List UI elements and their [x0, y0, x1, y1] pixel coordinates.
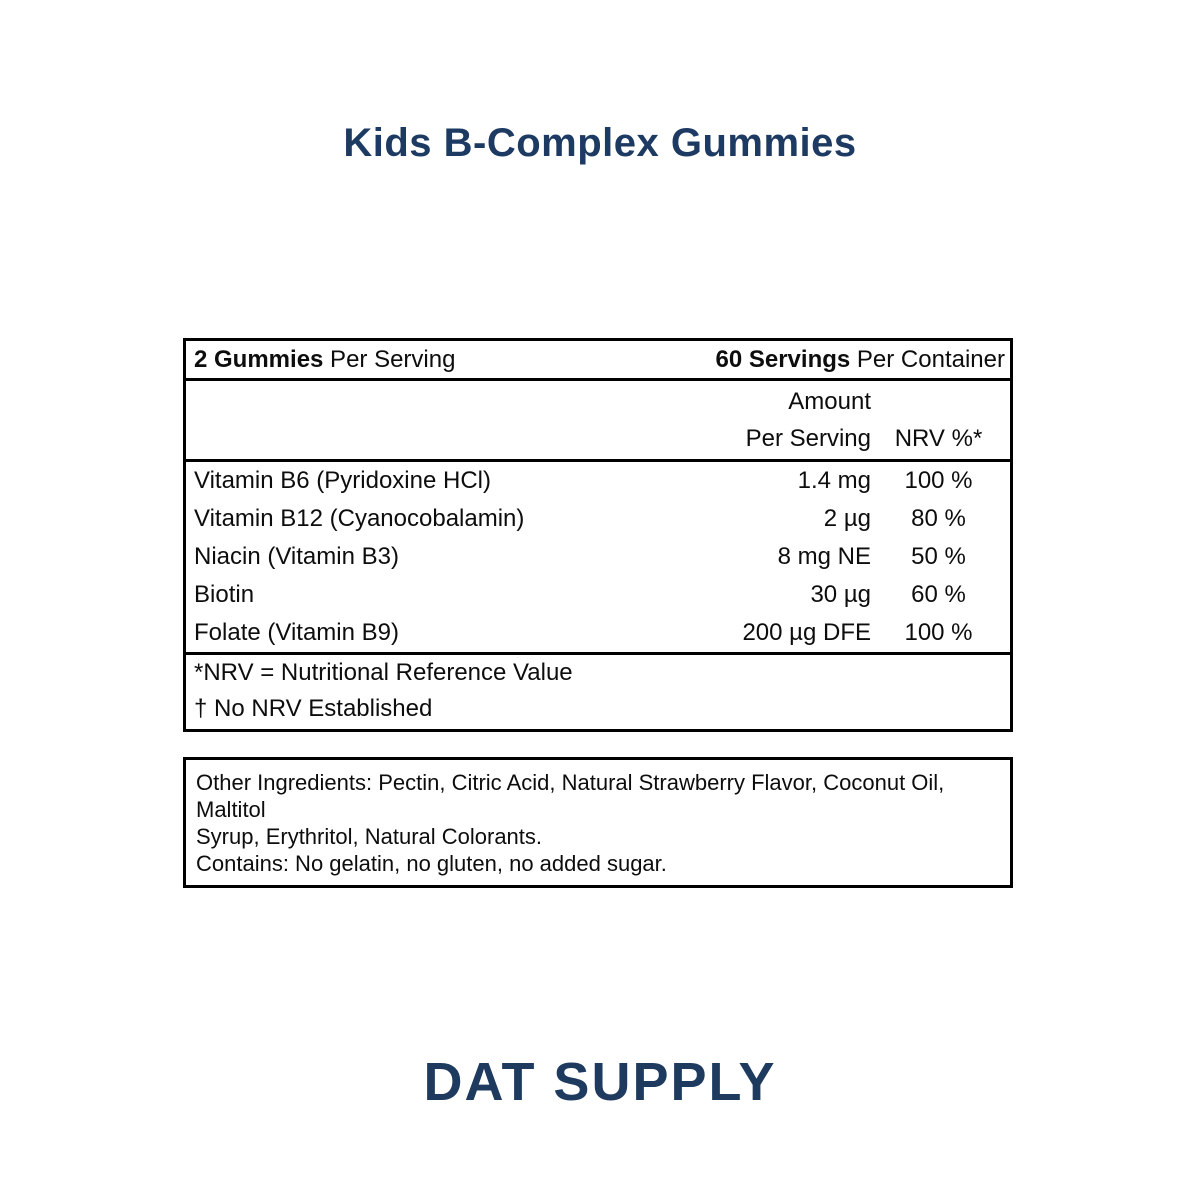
- nutrient-nrv: 60 %: [911, 581, 966, 608]
- nutrient-amount: 8 mg NE: [777, 543, 871, 570]
- servings-count: 60 Servings: [715, 345, 851, 373]
- brand-logo: DAT SUPPLY: [423, 1052, 777, 1112]
- nutrient-amount: 200 µg DFE: [742, 619, 871, 646]
- nutrient-name: Folate (Vitamin B9): [194, 619, 399, 646]
- nrv-column-header: NRV %*: [894, 425, 983, 452]
- nrv-definition-note: *NRV = Nutritional Reference Value: [194, 659, 573, 686]
- nutrient-nrv: 80 %: [911, 505, 966, 532]
- nutrient-nrv: 100 %: [904, 467, 973, 494]
- ingredients-line: Other Ingredients: Pectin, Citric Acid, Natural Strawberry Flavor, Coconut Oil, Maltitol: [196, 770, 945, 822]
- no-nrv-note: † No NRV Established: [194, 695, 433, 722]
- serving-size: [194, 346, 455, 374]
- footnotes-section: [186, 652, 1010, 729]
- other-ingredients-box: [183, 757, 1013, 888]
- serving-size-label: Per Serving: [323, 345, 456, 373]
- serving-size-count: 2 Gummies: [194, 345, 324, 373]
- amount-column-header: [701, 383, 871, 457]
- amount-header-line1: Amount: [788, 388, 871, 415]
- table-row: [186, 462, 1010, 500]
- ingredients-line: Syrup, Erythritol, Natural Colorants.: [196, 824, 543, 849]
- serving-info-row: [186, 341, 1010, 381]
- supplement-facts-table: [183, 338, 1013, 732]
- servings-per-container: [716, 346, 1006, 374]
- nutrient-name: Vitamin B6 (Pyridoxine HCl): [194, 467, 491, 494]
- nutrient-name: Vitamin B12 (Cyanocobalamin): [194, 505, 525, 532]
- nutrient-name: Niacin (Vitamin B3): [194, 543, 399, 570]
- nutrient-amount: 1.4 mg: [797, 467, 871, 494]
- nutrient-amount: 30 µg: [810, 581, 871, 608]
- amount-header-line2: Per Serving: [745, 425, 871, 452]
- table-row: [186, 500, 1010, 538]
- table-row: [186, 576, 1010, 614]
- nutrient-name: Biotin: [194, 581, 255, 608]
- table-row: [186, 538, 1010, 576]
- nutrient-rows: [186, 462, 1010, 652]
- product-title: Kids B-Complex Gummies: [343, 121, 857, 165]
- nutrient-nrv: 100 %: [904, 619, 973, 646]
- contains-line: Contains: No gelatin, no gluten, no added sugar.: [196, 851, 667, 876]
- servings-label: Per Container: [850, 345, 1005, 373]
- column-headers-row: [186, 381, 1010, 462]
- table-row: [186, 614, 1010, 652]
- nutrient-nrv: 50 %: [911, 543, 966, 570]
- nutrient-amount: 2 µg: [823, 505, 871, 532]
